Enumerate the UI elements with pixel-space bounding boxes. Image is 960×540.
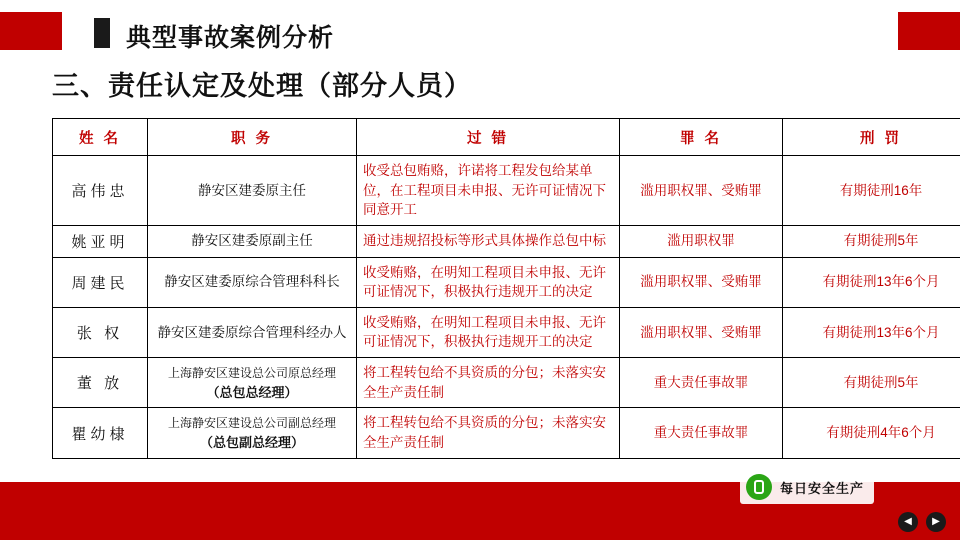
cell-penalty: 有期徒刑16年 <box>783 156 960 226</box>
column-header-fault: 过 错 <box>357 119 620 156</box>
cell-penalty: 有期徒刑5年 <box>783 357 960 407</box>
cell-name: 高伟忠 <box>53 156 148 226</box>
page-title: 典型事故案例分析 <box>126 24 335 52</box>
table-row <box>53 307 960 357</box>
cell-penalty: 有期徒刑5年 <box>783 225 960 257</box>
cell-crime: 滥用职权罪、受贿罪 <box>620 257 783 307</box>
cell-post-note: （总包副总经理） <box>199 434 304 450</box>
cell-name: 董 放 <box>53 357 148 407</box>
table-row <box>53 225 960 257</box>
table-row <box>53 257 960 307</box>
cell-fault: 将工程转包给不具资质的分包；未落实安全生产责任制 <box>357 357 620 407</box>
cell-penalty: 有期徒刑13年6个月 <box>783 257 960 307</box>
column-header-crime: 罪 名 <box>620 119 783 156</box>
cell-post-text: 静安区建委原综合管理科科长 <box>164 274 340 290</box>
next-slide-button[interactable]: ▶ <box>926 512 946 532</box>
cell-fault: 收受贿赂，在明知工程项目未申报、无许可证情况下，积极执行违规开工的决定 <box>357 257 620 307</box>
cell-crime: 滥用职权罪、受贿罪 <box>620 307 783 357</box>
cell-post-text: 静安区建委原综合管理科经办人 <box>157 324 347 340</box>
section-title: 三、责任认定及处理（部分人员） <box>52 71 472 101</box>
cell-crime: 滥用职权罪 <box>620 225 783 257</box>
column-header-penalty: 刑 罚 <box>783 119 960 156</box>
table-row <box>53 156 960 226</box>
table-row <box>53 408 960 458</box>
decor-bar-left <box>0 12 62 50</box>
cell-fault: 将工程转包给不具资质的分包；未落实安全生产责任制 <box>357 408 620 458</box>
cell-name: 姚亚明 <box>53 225 148 257</box>
decor-bar-black <box>94 18 110 48</box>
cell-penalty: 有期徒刑4年6个月 <box>783 408 960 458</box>
cell-post <box>148 257 357 307</box>
cell-fault: 收受贿赂，在明知工程项目未申报、无许可证情况下，积极执行违规开工的决定 <box>357 307 620 357</box>
table-header-row <box>53 119 960 156</box>
cell-crime: 滥用职权罪、受贿罪 <box>620 156 783 226</box>
cell-post-text: 静安区建委原副主任 <box>191 233 313 249</box>
cell-post <box>148 156 357 226</box>
cell-fault: 收受总包贿赂，许诺将工程发包给某单位，在工程项目未申报、无许可证情况下同意开工 <box>357 156 620 226</box>
cell-post <box>148 357 357 407</box>
cell-penalty: 有期徒刑13年6个月 <box>783 307 960 357</box>
decor-bar-right <box>898 12 960 50</box>
cell-post <box>148 307 357 357</box>
cell-name: 周建民 <box>53 257 148 307</box>
column-header-name: 姓 名 <box>53 119 148 156</box>
cell-fault: 通过违规招投标等形式具体操作总包中标 <box>357 225 620 257</box>
cell-post-note: （总包总经理） <box>206 384 298 400</box>
cell-post-text: 上海静安区建设总公司原总经理 <box>167 365 336 380</box>
column-header-post: 职 务 <box>148 119 357 156</box>
cell-post <box>148 408 357 458</box>
prev-slide-button[interactable]: ◀ <box>898 512 918 532</box>
cell-post-text: 上海静安区建设总公司副总经理 <box>167 416 336 431</box>
cell-crime: 重大责任事故罪 <box>620 357 783 407</box>
cell-name: 张 权 <box>53 307 148 357</box>
responsibility-table <box>52 118 960 459</box>
cell-name: 瞿幼棣 <box>53 408 148 458</box>
cell-crime: 重大责任事故罪 <box>620 408 783 458</box>
responsibility-table-wrap <box>52 118 940 459</box>
slide-navigation <box>898 512 946 532</box>
watermark <box>740 470 874 504</box>
shield-icon <box>746 474 772 500</box>
cell-post <box>148 225 357 257</box>
cell-post-text: 静安区建委原主任 <box>198 182 306 198</box>
watermark-label: 每日安全生产 <box>779 480 864 496</box>
table-row <box>53 357 960 407</box>
